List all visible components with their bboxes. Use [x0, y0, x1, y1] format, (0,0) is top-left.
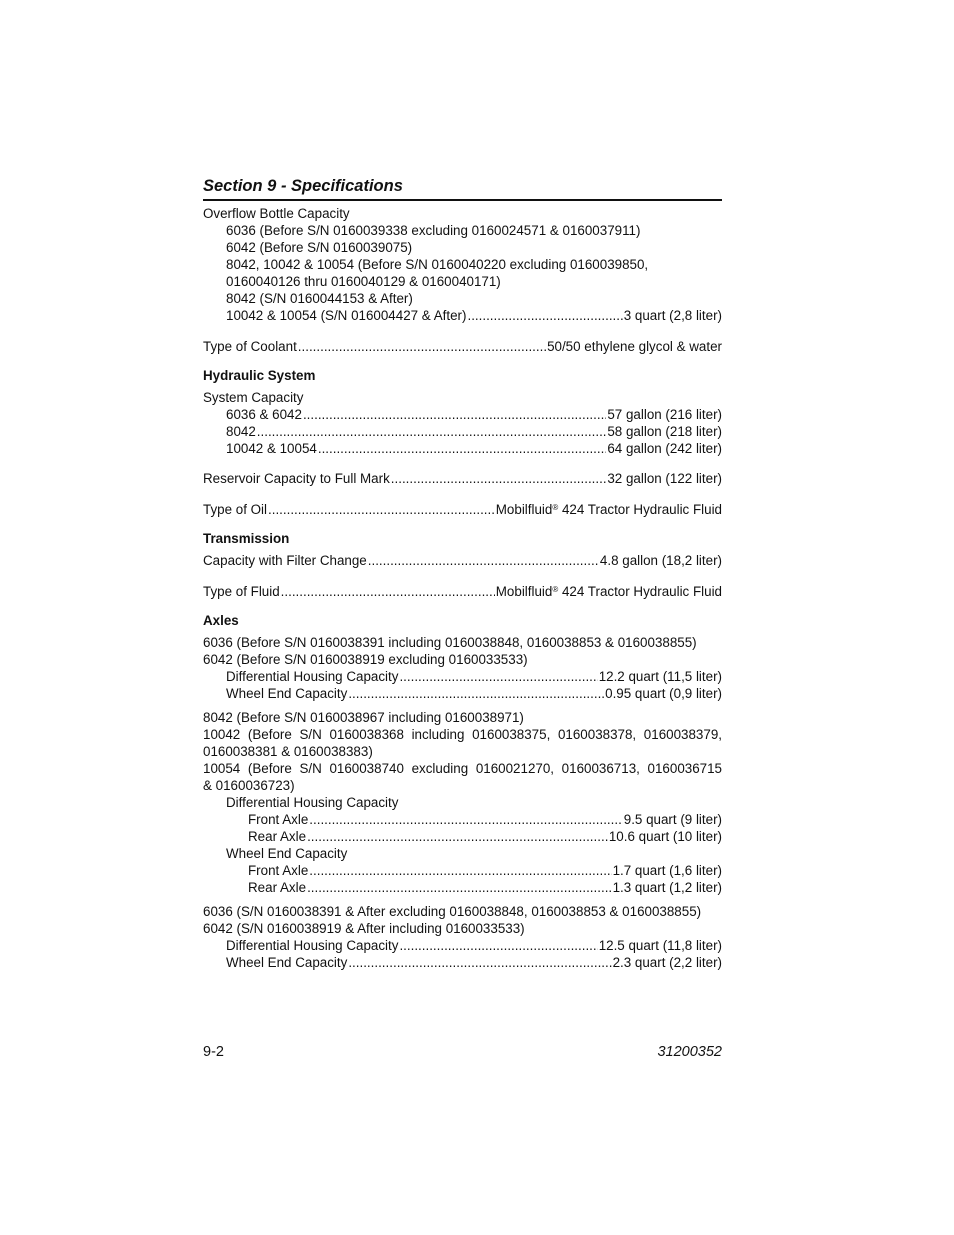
spec-value	[496, 583, 722, 600]
spec-value-text: 10.6 quart (10 liter)	[608, 829, 722, 844]
spec-line	[226, 423, 722, 440]
spec-label: Wheel End Capacity	[226, 686, 348, 701]
dot-leader	[268, 501, 495, 518]
spec-label: Front Axle	[248, 812, 309, 827]
spec-value	[607, 423, 722, 440]
spec-value	[607, 470, 722, 487]
spec-value	[607, 406, 722, 423]
spec-text-line: 0160038381 & 0160038383)	[203, 744, 373, 759]
spec-value-text: 1.7 quart (1,6 liter)	[612, 863, 722, 878]
page-number: 9-2	[203, 1044, 224, 1060]
spec-value	[613, 862, 722, 879]
spec-label: Type of Oil	[203, 502, 268, 517]
spec-line	[203, 338, 722, 355]
spec-line	[226, 440, 722, 457]
spec-text-line: Overflow Bottle Capacity	[203, 206, 350, 221]
subsection-heading: Axles	[203, 613, 239, 628]
spec-label: 10042 & 10054	[226, 441, 317, 456]
spec-value	[599, 937, 722, 954]
dot-leader	[348, 685, 604, 702]
spec-line	[203, 583, 722, 600]
spec-text-line: System Capacity	[203, 390, 304, 405]
spec-value-tail: 424 Tractor Hydraulic Fluid	[558, 502, 722, 517]
spec-label: 6036 & 6042	[226, 407, 302, 422]
dot-leader	[348, 954, 611, 971]
document-page	[203, 0, 722, 1235]
spec-label: 10042 & 10054 (S/N 016004427 & After)	[226, 308, 467, 323]
spec-value-text: 0.95 quart (0,9 liter)	[605, 686, 722, 701]
spec-line	[248, 879, 722, 896]
spec-text-line: 6042 (Before S/N 0160038919 excluding 0160033533)	[203, 652, 528, 667]
spec-label: Capacity with Filter Change	[203, 553, 367, 568]
spec-label: Rear Axle	[248, 829, 307, 844]
spec-value-text: 12.5 quart (11,8 liter)	[598, 938, 722, 953]
spec-label: Differential Housing Capacity	[226, 938, 399, 953]
spec-value-text: 9.5 quart (9 liter)	[623, 812, 722, 827]
spec-label: Wheel End Capacity	[226, 955, 348, 970]
spec-value-tail: 424 Tractor Hydraulic Fluid	[558, 584, 722, 599]
spec-value-text: 4.8 gallon (18,2 liter)	[599, 553, 722, 568]
registered-mark: ®	[552, 503, 559, 512]
spec-value	[599, 668, 722, 685]
spec-line	[226, 307, 722, 324]
spec-label: Reservoir Capacity to Full Mark	[203, 471, 390, 486]
spec-line	[203, 470, 722, 487]
spec-value	[547, 338, 722, 355]
spec-text-line: 0160040126 thru 0160040129 & 0160040171)	[226, 274, 501, 289]
spec-value-text: 64 gallon (242 liter)	[607, 441, 722, 456]
document-number: 31200352	[657, 1044, 722, 1060]
spec-text-line: 6036 (Before S/N 0160038391 including 0160038848, 0160038853 & 0160038855)	[203, 635, 697, 650]
dot-leader	[298, 338, 546, 355]
spec-label: Type of Fluid	[203, 584, 280, 599]
spec-text-line: 6036 (Before S/N 0160039338 excluding 0160024571 & 0160037911)	[226, 223, 641, 238]
spec-line	[226, 937, 722, 954]
dot-leader	[307, 828, 608, 845]
spec-value	[609, 828, 722, 845]
dot-leader	[257, 423, 607, 440]
title-rule	[203, 199, 722, 201]
spec-value	[624, 307, 722, 324]
spec-label: Differential Housing Capacity	[226, 669, 399, 684]
spec-value	[607, 440, 722, 457]
spec-text-line: 6036 (S/N 0160038391 & After excluding 0160038848, 0160038853 & 0160038855)	[203, 904, 702, 919]
spec-value-text: Mobilfluid	[495, 502, 553, 517]
subsection-heading: Hydraulic System	[203, 368, 316, 383]
spec-text-line: 8042 (S/N 0160044153 & After)	[226, 291, 413, 306]
spec-value-text: 3 quart (2,8 liter)	[623, 308, 722, 323]
spec-value	[496, 501, 722, 518]
section-title: Section 9 - Specifications	[203, 177, 403, 195]
spec-value	[613, 879, 722, 896]
spec-text-line: 10042 (Before S/N 0160038368 including 0160038375, 0160038378, 0160038379,	[203, 727, 722, 742]
dot-leader	[391, 470, 607, 487]
spec-value-text: 12.2 quart (11,5 liter)	[598, 669, 722, 684]
spec-text-line: 6042 (S/N 0160038919 & After including 0160033533)	[203, 921, 525, 936]
spec-value	[624, 811, 722, 828]
spec-line	[248, 862, 722, 879]
spec-line	[248, 811, 722, 828]
spec-value-text: Mobilfluid	[495, 584, 553, 599]
spec-line	[226, 954, 722, 971]
spec-value-text: 1.3 quart (1,2 liter)	[612, 880, 722, 895]
spec-value-text: 50/50 ethylene glycol & water	[547, 339, 722, 354]
spec-text-line: Wheel End Capacity	[226, 846, 348, 861]
spec-label: Front Axle	[248, 863, 309, 878]
spec-text-line: 8042, 10042 & 10054 (Before S/N 0160040220 excluding 0160039850,	[226, 257, 649, 272]
spec-value-text: 2.3 quart (2,2 liter)	[612, 955, 722, 970]
spec-value-text: 32 gallon (122 liter)	[607, 471, 722, 486]
spec-value	[600, 552, 722, 569]
spec-value-text: 57 gallon (216 liter)	[607, 407, 722, 422]
dot-leader	[309, 862, 611, 879]
dot-leader	[309, 811, 622, 828]
spec-value	[605, 685, 722, 702]
spec-line	[248, 828, 722, 845]
spec-line	[226, 685, 722, 702]
spec-line	[226, 668, 722, 685]
spec-label: 8042	[226, 424, 256, 439]
dot-leader	[307, 879, 612, 896]
spec-label: Rear Axle	[248, 880, 307, 895]
dot-leader	[281, 583, 495, 600]
dot-leader	[368, 552, 599, 569]
dot-leader	[467, 307, 622, 324]
dot-leader	[318, 440, 607, 457]
spec-line	[203, 501, 722, 518]
spec-line	[203, 552, 722, 569]
spec-label: Type of Coolant	[203, 339, 297, 354]
spec-line	[226, 406, 722, 423]
dot-leader	[399, 668, 597, 685]
subsection-heading: Transmission	[203, 531, 290, 546]
spec-text-line: & 0160036723)	[203, 778, 295, 793]
spec-text-line: 10054 (Before S/N 0160038740 excluding 0160021270, 0160036713, 0160036715	[203, 761, 722, 776]
dot-leader	[399, 937, 597, 954]
dot-leader	[303, 406, 606, 423]
registered-mark: ®	[552, 585, 559, 594]
spec-value	[613, 954, 722, 971]
spec-value-text: 58 gallon (218 liter)	[607, 424, 722, 439]
spec-text-line: 8042 (Before S/N 0160038967 including 0160038971)	[203, 710, 524, 725]
spec-text-line: Differential Housing Capacity	[226, 795, 399, 810]
spec-text-line: 6042 (Before S/N 0160039075)	[226, 240, 413, 255]
